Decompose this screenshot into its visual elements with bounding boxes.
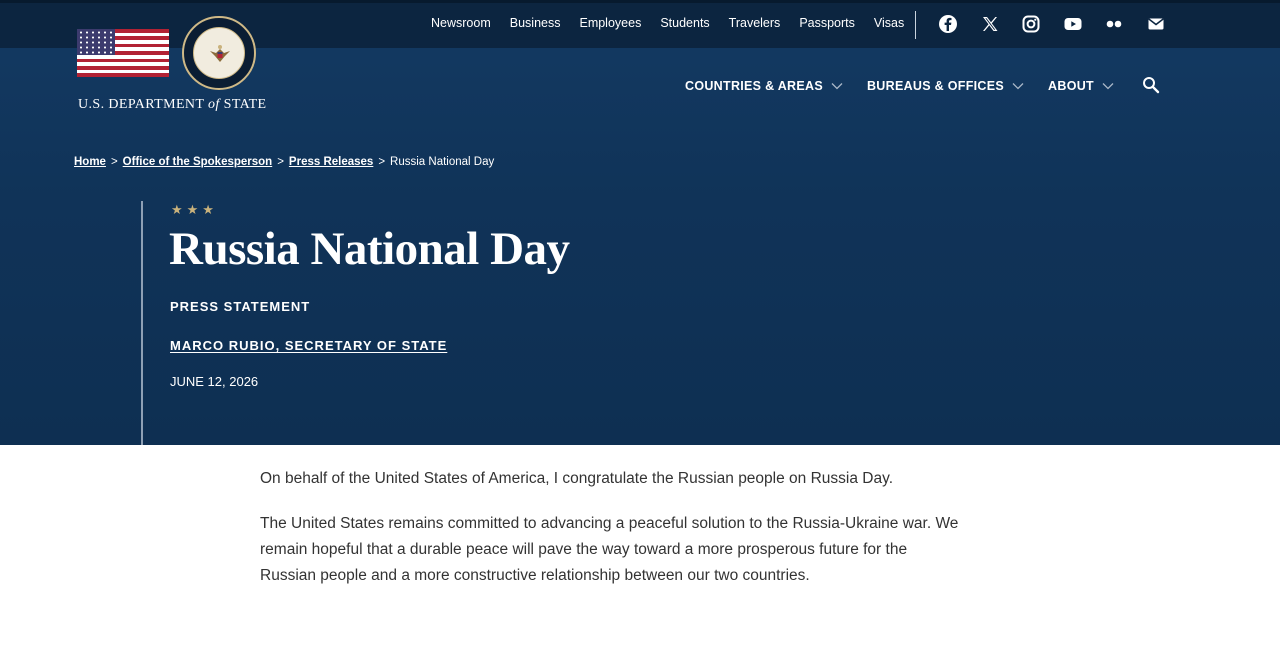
facebook-icon[interactable] [938,14,958,34]
utility-link-employees[interactable]: Employees [579,16,642,30]
flickr-icon[interactable] [1104,14,1124,34]
article-paragraph: The United States remains committed to advancing a peaceful solution to the Russia-Ukraine war. We remain hopeful that a durable peace will pave the way toward a more prosperous future for the Russian people and a more constructive relationship between our two countries. [260,515,959,584]
utility-link-visas[interactable]: Visas [873,16,905,30]
utility-link-students[interactable]: Students [660,16,710,30]
breadcrumb-current: Russia National Day [390,156,495,168]
department-seal-icon [182,16,256,90]
search-icon[interactable] [1142,76,1160,94]
utility-nav [431,16,923,30]
breadcrumb-spokesperson[interactable]: Office of the Spokesperson [122,156,273,168]
us-flag-icon [77,29,169,77]
x-icon[interactable] [980,14,1000,34]
nav-bureaus-offices[interactable] [867,79,1024,93]
utility-link-newsroom[interactable]: Newsroom [431,16,491,30]
main-nav [685,79,1138,93]
breadcrumb-home[interactable]: Home [74,156,106,168]
article-body [260,466,960,608]
top-edge [0,0,1280,3]
title-accent-line [141,201,143,445]
breadcrumb-separator: > [277,156,284,168]
youtube-icon[interactable] [1063,14,1083,34]
email-icon[interactable] [1146,14,1166,34]
utility-link-travelers[interactable]: Travelers [728,16,781,30]
chevron-down-icon [1102,82,1114,90]
stars-decoration: ★★★ [171,202,218,217]
chevron-down-icon [1012,82,1024,90]
social-links [938,14,1187,34]
nav-about[interactable] [1048,79,1114,93]
publish-date: JUNE 12, 2026 [170,374,259,389]
breadcrumb-separator: > [110,156,118,168]
breadcrumb-press-releases[interactable]: Press Releases [288,156,374,168]
nav-countries-areas[interactable] [685,79,843,93]
nav-label: BUREAUS & OFFICES [866,79,1005,93]
page-title: Russia National Day [169,223,570,275]
utility-link-business[interactable]: Business [509,16,561,30]
nav-divider [915,11,916,39]
instagram-icon[interactable] [1021,14,1041,34]
chevron-down-icon [831,82,843,90]
article-paragraph: On behalf of the United States of America, I congratulate the Russian people on Russia Day. [260,470,893,487]
logo-wordmark: U.S. DEPARTMENT of STATE [78,97,267,112]
breadcrumb-separator: > [378,156,386,168]
nav-label: COUNTRIES & AREAS [685,79,823,93]
breadcrumb [74,156,494,168]
statement-type: PRESS STATEMENT [170,299,311,314]
author-link[interactable]: MARCO RUBIO, SECRETARY OF STATE [170,338,448,353]
nav-label: ABOUT [1048,79,1094,93]
utility-link-passports[interactable]: Passports [799,16,855,30]
